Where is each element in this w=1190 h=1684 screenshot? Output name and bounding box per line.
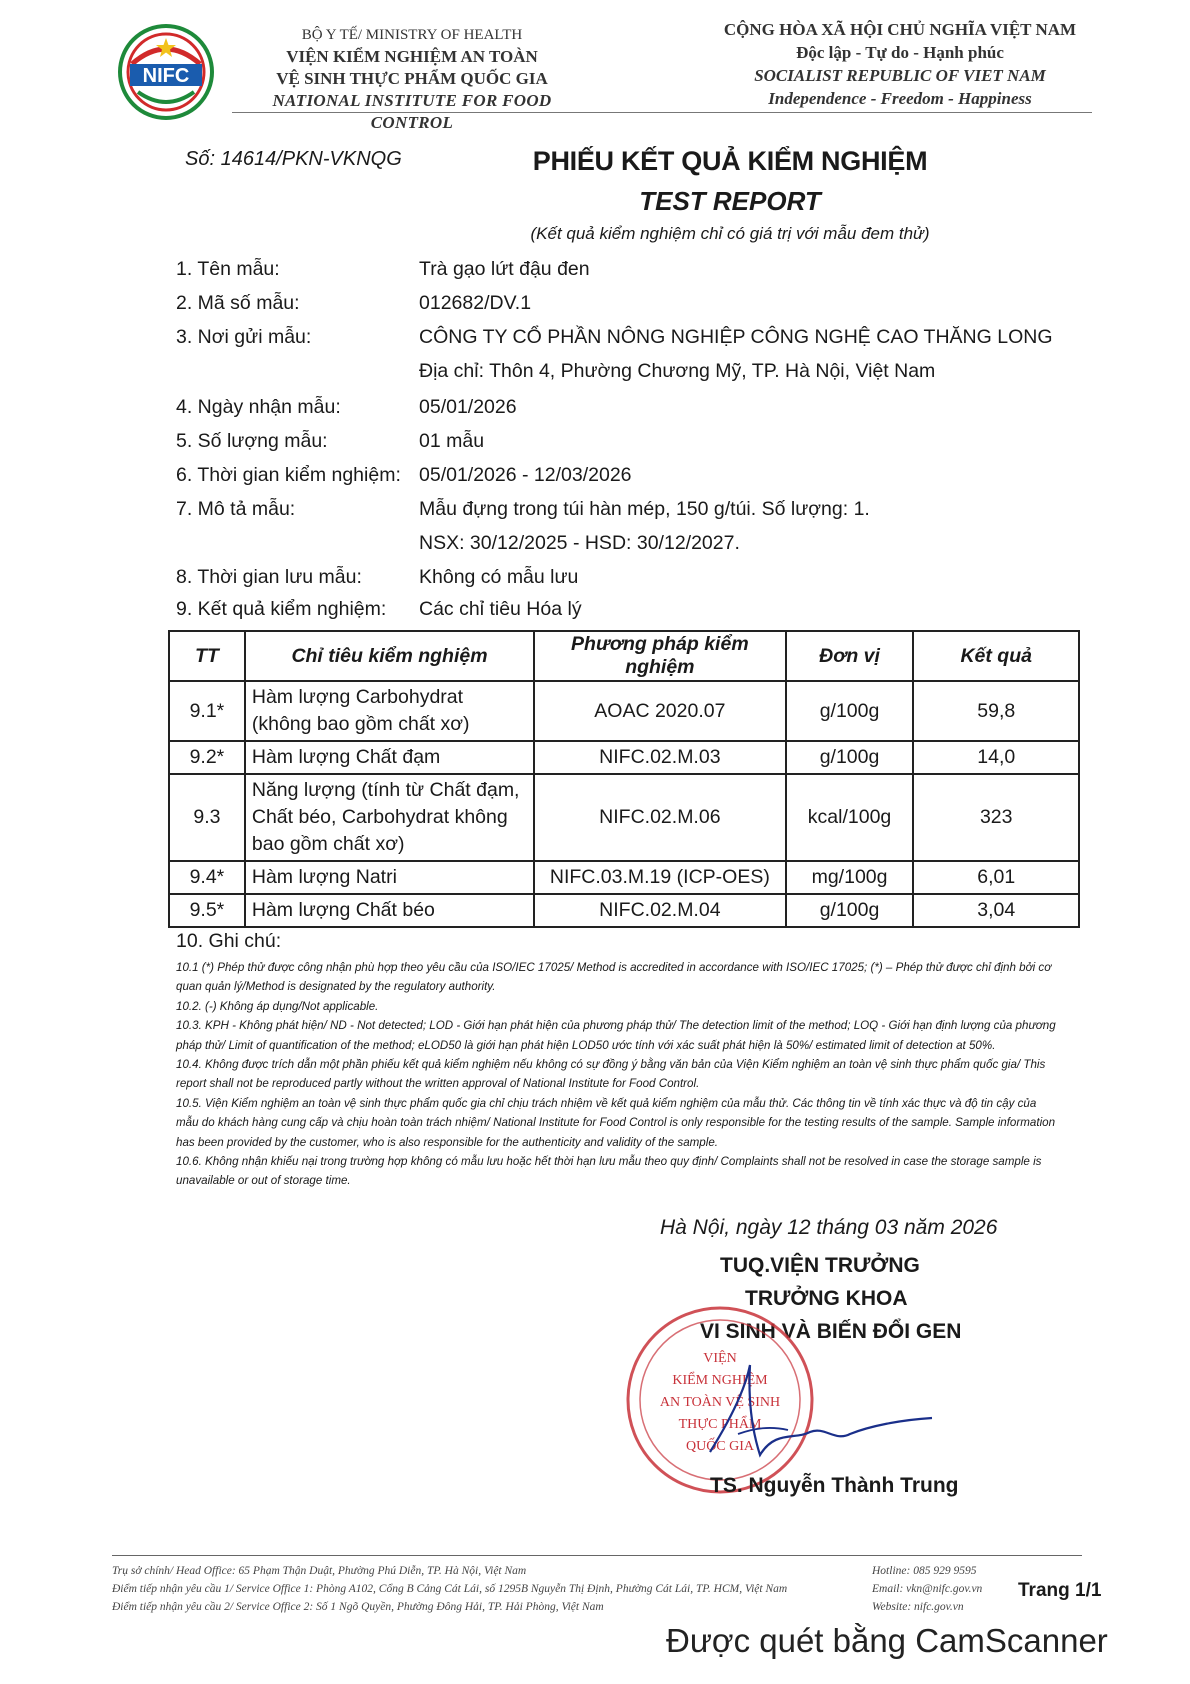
stamp-text: AN TOÀN VỆ SINH — [659, 1395, 781, 1410]
signer-position: TRƯỞNG KHOA — [745, 1287, 908, 1310]
cell-result: 59,8 — [913, 681, 1079, 741]
note-item: 10.3. KPH - Không phát hiện/ ND - Not detected; LOD - Giới hạn phát hiện của phương pháp thử/ The detection limit of the method; LOQ - Giới hạn định lượng của phương pháp thử/ Limit of quantification of the method; eLOD50 là giới hạn phát hiện LOD50 ước tính với xác suất phát hiện là 50%/ estimated limit of detection at 50%. — [176, 1019, 1056, 1052]
cell-indicator: Hàm lượng Chất béo — [245, 894, 534, 927]
cell-unit: kcal/100g — [786, 774, 914, 861]
motto-en: Independence - Freedom - Happiness — [768, 89, 1032, 108]
cell-result: 3,04 — [913, 894, 1079, 927]
institute-header — [232, 24, 592, 134]
info-label: 6. Thời gian kiểm nghiệm: — [176, 464, 401, 486]
institute-name-line2: VỆ SINH THỰC PHẨM QUỐC GIA — [276, 69, 548, 88]
stamp-text: VIỆN — [703, 1351, 737, 1366]
note-item: 10.4. Không được trích dẫn một phần phiếu kết quả kiểm nghiệm nếu không có sự đồng ý bằng văn bản của Viện Kiểm nghiệm an toàn vệ sinh thực phẩm quốc gia/ This report shall not be reproduced partly without the written approval of National Institute for Food Control. — [176, 1058, 1046, 1091]
note-item: 10.5. Viện Kiểm nghiệm an toàn vệ sinh thực phẩm quốc gia chỉ chịu trách nhiệm về kết quả kiểm nghiệm của mẫu thử. Các thông tin về tính xác thực và độ tin cậy của mẫu do khách hàng cung cấp và chịu hoàn toàn trách nhiệm/ National Institute for Food Control is only responsible for the testing results of the sample. Sample information has been provided by the customer, who is also responsible for the authenticity and validity of the sample. — [176, 1096, 1056, 1149]
info-value: CÔNG TY CỔ PHẦN NÔNG NGHIỆP CÔNG NGHỆ CAO THĂNG LONG — [419, 326, 1053, 348]
service-office-1: Điểm tiếp nhận yêu cầu 1/ Service Office 1: Phòng A102, Cổng B Cảng Cát Lái, số 1295B Nguyễn Thị Định, Phường Cát Lái, TP. HCM, Việt Nam — [112, 1583, 788, 1595]
notes-list — [176, 958, 1056, 1191]
website: Website: nifc.gov.vn — [872, 1601, 964, 1613]
note-item: 10.2. (-) Không áp dụng/Not applicable. — [176, 999, 379, 1013]
table-row — [169, 894, 1079, 927]
info-label: 2. Mã số mẫu: — [176, 292, 300, 314]
info-value: Trà gạo lứt đậu đen — [419, 258, 590, 280]
cell-method: NIFC.02.M.04 — [534, 894, 785, 927]
service-office-2: Điểm tiếp nhận yêu cầu 2/ Service Office 2: Số 1 Ngõ Quyền, Phường Đông Hải, TP. Hải Phòng, Việt Nam — [112, 1601, 604, 1613]
info-value: 05/01/2026 — [419, 396, 517, 418]
cell-method: NIFC.02.M.03 — [534, 741, 785, 774]
cell-unit: g/100g — [786, 681, 914, 741]
report-validity-note: (Kết quả kiểm nghiệm chỉ có giá trị với mẫu đem thử) — [530, 224, 930, 243]
info-label: 3. Nơi gửi mẫu: — [176, 326, 312, 348]
report-number: Số: 14614/PKN-VKNQG — [185, 148, 402, 170]
info-label: 5. Số lượng mẫu: — [176, 430, 328, 452]
head-office-address: Trụ sở chính/ Head Office: 65 Phạm Thận Duật, Phường Phú Diễn, TP. Hà Nội, Việt Nam — [112, 1565, 527, 1577]
nifc-logo — [118, 24, 214, 120]
report-subtitle: TEST REPORT — [639, 186, 821, 216]
info-value: 012682/DV.1 — [419, 292, 532, 314]
note-item: 10.6. Không nhận khiếu nại trong trường hợp không có mẫu lưu hoặc hết thời hạn lưu mẫu theo quy định/ Complaints shall not be resolved in case the storage sample is unavailable or out of storage time. — [176, 1155, 1042, 1188]
motto-vn: Độc lập - Tự do - Hạnh phúc — [796, 43, 1004, 62]
country-name-en: SOCIALIST REPUBLIC OF VIET NAM — [754, 66, 1046, 85]
country-name-vn: CỘNG HÒA XÃ HỘI CHỦ NGHĨA VIỆT NAM — [723, 20, 1077, 39]
table-row — [169, 861, 1079, 894]
cell-indicator: Hàm lượng Chất đạm — [245, 741, 534, 774]
cell-indicator: Hàm lượng Carbohydrat (không bao gồm chất xơ) — [245, 681, 534, 741]
handwritten-signature — [700, 1360, 940, 1480]
table-header-row — [169, 631, 1079, 681]
cell-tt: 9.5* — [169, 894, 245, 927]
stamp-text: QUỐC GIA — [685, 1439, 755, 1454]
signing-date: Hà Nội, ngày 12 tháng 03 năm 2026 — [660, 1216, 998, 1239]
info-label: 1. Tên mẫu: — [176, 258, 280, 280]
footer-contacts — [872, 1562, 1012, 1616]
cell-unit: mg/100g — [786, 861, 914, 894]
signer-name: TS. Nguyễn Thành Trung — [710, 1474, 959, 1497]
cell-tt: 9.4* — [169, 861, 245, 894]
column-header: Phương pháp kiểm nghiệm — [534, 631, 785, 681]
table-row — [169, 681, 1079, 741]
info-label: 8. Thời gian lưu mẫu: — [176, 566, 362, 588]
email: Email: vkn@nifc.gov.vn — [872, 1583, 983, 1595]
column-header: Đơn vị — [786, 631, 914, 681]
table-row — [169, 774, 1079, 861]
cell-method: AOAC 2020.07 — [534, 681, 785, 741]
cell-tt: 9.1* — [169, 681, 245, 741]
institute-english-name: NATIONAL INSTITUTE FOR FOOD CONTROL — [272, 91, 552, 132]
column-header: TT — [169, 631, 245, 681]
signer-authority: TUQ.VIỆN TRƯỞNG — [720, 1254, 920, 1277]
cell-indicator: Hàm lượng Natri — [245, 861, 534, 894]
stamp-text: KIỂM NGHIỆM — [672, 1373, 768, 1388]
info-label: 9. Kết quả kiểm nghiệm: — [176, 598, 387, 620]
info-value: Không có mẫu lưu — [419, 566, 579, 588]
ministry-line: BỘ Y TẾ/ MINISTRY OF HEALTH — [301, 27, 523, 43]
cell-tt: 9.3 — [169, 774, 245, 861]
cell-unit: g/100g — [786, 894, 914, 927]
cell-tt: 9.2* — [169, 741, 245, 774]
hotline: Hotline: 085 929 9595 — [872, 1565, 977, 1577]
cell-indicator: Năng lượng (tính từ Chất đạm, Chất béo, Carbohydrat không bao gồm chất xơ) — [245, 774, 534, 861]
stamp-text: THỰC PHẨM — [678, 1417, 762, 1432]
page-number: Trang 1/1 — [1018, 1580, 1102, 1601]
info-label: 4. Ngày nhận mẫu: — [176, 396, 341, 418]
info-label: 7. Mô tả mẫu: — [176, 498, 296, 520]
notes-heading: 10. Ghi chú: — [176, 930, 282, 952]
results-table — [168, 630, 1080, 928]
cell-unit: g/100g — [786, 741, 914, 774]
header-divider — [232, 112, 1092, 113]
column-header: Kết quả — [913, 631, 1079, 681]
note-item: 10.1 (*) Phép thử được công nhận phù hợp theo yêu cầu của ISO/IEC 17025/ Method is accredited in accordance with ISO/IEC 17025; (*) – Phép thử được chỉ định bởi cơ quan quản lý/Method is designated by the regulatory authority. — [176, 961, 1052, 994]
column-header: Chỉ tiêu kiểm nghiệm — [245, 631, 534, 681]
footer-divider — [112, 1555, 1082, 1556]
cell-method: NIFC.03.M.19 (ICP-OES) — [534, 861, 785, 894]
info-value: 01 mẫu — [419, 430, 485, 452]
info-value-address: Địa chỉ: Thôn 4, Phường Chương Mỹ, TP. Hà Nội, Việt Nam — [419, 360, 936, 382]
institute-name-line1: VIỆN KIỂM NGHIỆM AN TOÀN — [286, 47, 538, 66]
info-value: Mẫu đựng trong túi hàn mép, 150 g/túi. Số lượng: 1. — [419, 498, 870, 520]
footer-addresses — [112, 1562, 872, 1616]
table-row — [169, 741, 1079, 774]
signer-department: VI SINH VÀ BIẾN ĐỔI GEN — [700, 1320, 962, 1343]
country-header — [690, 18, 1110, 110]
cell-result: 6,01 — [913, 861, 1079, 894]
report-title: PHIẾU KẾT QUẢ KIỂM NGHIỆM — [532, 146, 928, 176]
cell-method: NIFC.02.M.06 — [534, 774, 785, 861]
cell-result: 14,0 — [913, 741, 1079, 774]
cell-result: 323 — [913, 774, 1079, 861]
logo-text: NIFC — [142, 65, 190, 87]
info-value: Các chỉ tiêu Hóa lý — [419, 598, 582, 620]
scanner-watermark: Được quét bằng CamScanner — [666, 1622, 1108, 1659]
info-value: 05/01/2026 - 12/03/2026 — [419, 464, 632, 486]
info-value-dates: NSX: 30/12/2025 - HSD: 30/12/2027. — [419, 532, 740, 554]
